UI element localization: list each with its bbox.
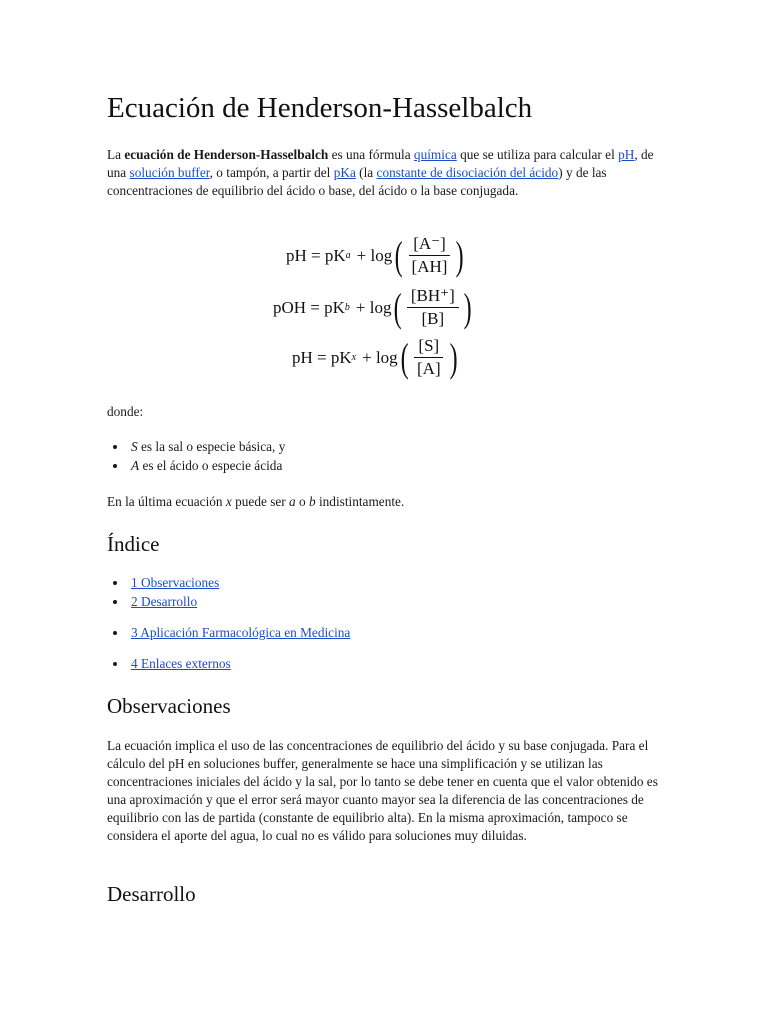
formula-numerator: [BH⁺] <box>407 286 459 308</box>
formula-subscript: a <box>345 250 351 261</box>
observaciones-paragraph: La ecuación implica el uso de las concentraciones de equilibrio del ácido y su base conjugada. Para el cálculo del pH en soluciones buffer, generalmente se hace una simplificación y se utilizan las concentraciones iniciales del ácido y la sal, por lo tanto se debe tener en cuenta que el valor obtenido es una aproximación y que el error será mayor cuanto mayor sea la diferencia de las concentraciones de equilibrio con las de partida (constante de equilibrio alta). En la misma aproximación, tampoco se considera el aporte del agua, lo cual no es válido para soluciones muy diluidas. <box>107 738 658 843</box>
formula-numerator: [S] <box>414 336 443 358</box>
indice-heading: Índice <box>107 532 160 556</box>
formula-numerator: [A⁻] <box>409 234 450 256</box>
intro-text: , de una <box>107 147 654 180</box>
toc-item <box>131 623 350 642</box>
variable: b <box>308 494 316 509</box>
intro-text: ) y de las concentraciones de equilibrio del ácido o base, del ácido o la base conjugada. <box>107 165 607 198</box>
intro-text: , o tampón, a partir del <box>209 165 334 180</box>
text: indistintamente. <box>315 494 405 509</box>
variable: A <box>131 458 140 473</box>
formula-denominator: [B] <box>421 309 445 328</box>
donde-list <box>131 437 285 475</box>
intro-bold-term: ecuación de Henderson-Hasselbalch <box>124 147 329 162</box>
list-item <box>131 456 285 475</box>
text: o <box>295 494 309 509</box>
toc-link-observaciones[interactable]: 1 Observaciones <box>131 575 220 590</box>
toc-item <box>131 592 350 611</box>
formula-log: + log <box>355 297 392 317</box>
formula-ph-salt: pH = pK x + log ( $\frac{[S]}{[A]}$ ) <box>292 334 458 380</box>
link-ph[interactable]: pH <box>618 147 635 162</box>
observaciones-heading: Observaciones <box>107 694 231 718</box>
variable: S <box>131 439 138 454</box>
formula-subscript: b <box>344 302 350 313</box>
formula-log: + log <box>362 347 398 367</box>
text: En la última ecuación <box>107 494 226 509</box>
formula-poh-base: pOH = pK b + log ( $\frac{[BH^+]}{[B]}$ ) <box>273 284 472 330</box>
formula-lhs: pOH = pK <box>273 297 345 317</box>
page-title: Ecuación de Henderson-Hasselbalch <box>107 92 533 124</box>
formula-fraction <box>413 336 445 379</box>
formula-log: + log <box>356 245 393 265</box>
ultima-ecuacion-paragraph <box>107 493 667 511</box>
toc-item <box>131 573 350 592</box>
formula-lhs: pH = pK <box>286 245 346 265</box>
link-solucion-buffer[interactable]: solución buffer <box>129 165 210 180</box>
intro-paragraph <box>107 146 667 200</box>
intro-text: es una fórmula <box>328 147 414 162</box>
intro-text: que se utiliza para calcular el <box>456 147 619 162</box>
desarrollo-heading: Desarrollo <box>107 882 196 906</box>
intro-text: La <box>107 147 125 162</box>
toc-link-enlaces[interactable]: 4 Enlaces externos <box>131 656 231 671</box>
formula-denominator: [AH] <box>411 257 448 276</box>
list-item <box>131 437 285 456</box>
toc-link-desarrollo[interactable]: 2 Desarrollo <box>131 594 198 609</box>
variable: x <box>225 494 232 509</box>
link-quimica[interactable]: química <box>413 147 457 162</box>
formula-lhs: pH = pK <box>292 347 352 367</box>
formula-denominator: [A] <box>417 359 441 378</box>
toc-link-aplicacion[interactable]: 3 Aplicación Farmacológica en Medicina <box>131 625 351 640</box>
text: puede ser <box>231 494 290 509</box>
intro-text: (la <box>355 165 377 180</box>
table-of-contents <box>131 573 350 673</box>
formula-fraction <box>407 286 459 329</box>
formula-subscript: x <box>351 352 357 363</box>
donde-label: donde: <box>107 404 144 419</box>
formula-fraction <box>408 234 452 277</box>
list-item-text: es el ácido o especie ácida <box>139 458 283 473</box>
variable: a <box>289 494 296 509</box>
toc-item <box>131 654 350 673</box>
formula-ph-acid: pH = pK a + log ( $\frac{[A^-]}{[AH]}$ ) <box>286 232 465 278</box>
link-pka[interactable]: pKa <box>333 165 356 180</box>
list-item-text: es la sal o especie básica, y <box>137 439 286 454</box>
link-constante-disociacion[interactable]: constante de disociación del ácido <box>376 165 559 180</box>
